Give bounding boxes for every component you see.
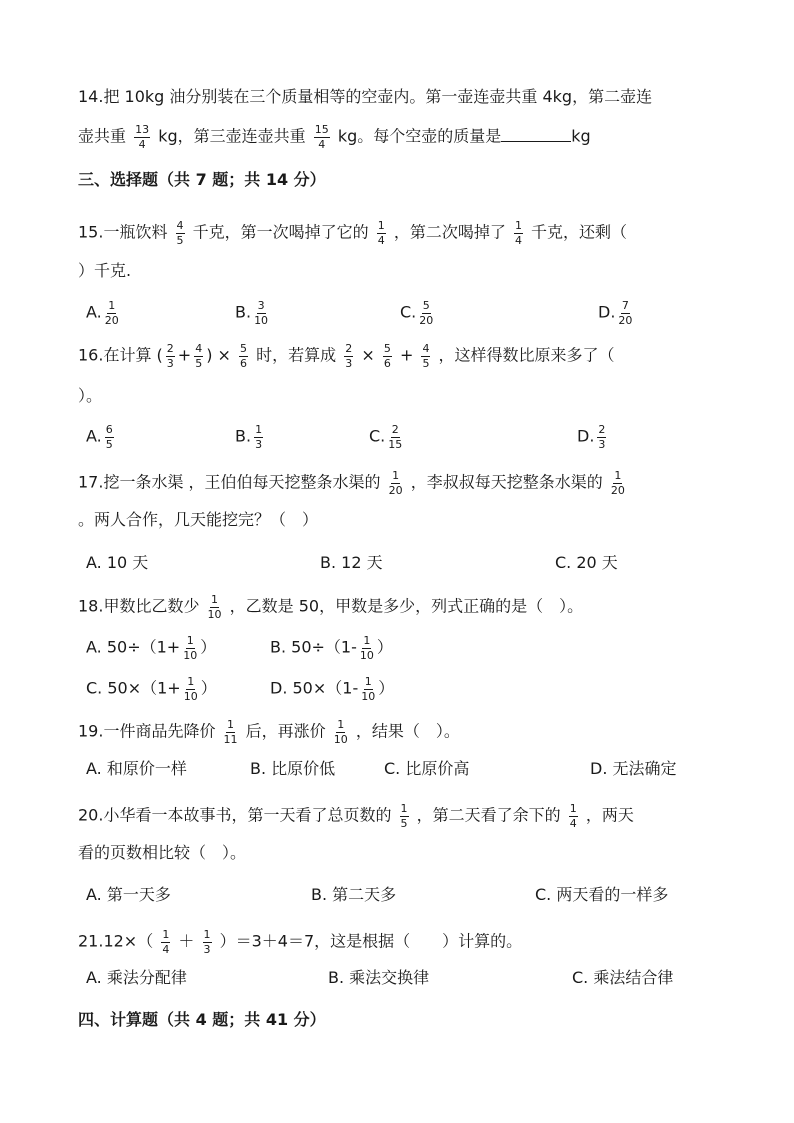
- q16-option-b[interactable]: B. $\frac{1}{3}$: [235, 423, 263, 451]
- q14-line2: [78, 124, 591, 150]
- fraction: $\frac{1}{11}$: [223, 718, 238, 746]
- q15-text-c: ，第二次喝掉了: [393, 222, 506, 242]
- fraction: $\frac{2}{3}$: [345, 342, 353, 370]
- fraction: $\frac{1}{3}$: [255, 423, 263, 451]
- q16-option-a[interactable]: A. $\frac{6}{5}$: [86, 423, 113, 451]
- fraction: $\frac{15}{4}$: [314, 123, 329, 151]
- q15-text-d: 千克，还剩（: [531, 222, 628, 242]
- q19-option-c[interactable]: C. 比原价高: [384, 759, 470, 778]
- q17-option-a[interactable]: A. 10 天: [86, 553, 149, 572]
- q18-option-c[interactable]: C. 50×（1+ $\frac{1}{10}$ ）: [86, 675, 217, 703]
- q14-text-2b: kg，第三壶连壶共重: [158, 126, 306, 146]
- q16-option-d[interactable]: D. $\frac{2}{3}$: [577, 423, 606, 451]
- fraction: $\frac{2}{15}$: [388, 423, 403, 451]
- section-heading-choice: 三、选择题（共 7 题；共 14 分）: [78, 170, 326, 189]
- q19-option-b[interactable]: B. 比原价低: [250, 759, 336, 778]
- q14-text-1: 14.把 10kg 油分别装在三个质量相等的空壶内。第一壶连壶共重 4kg，第二壶连: [78, 87, 653, 106]
- q19-option-a[interactable]: A. 和原价一样: [86, 759, 187, 778]
- q21-text-b: ）＝3＋4＝7，这是根据（ ）计算的。: [219, 931, 523, 951]
- q17-text-b: ，李叔叔每天挖整条水渠的: [410, 472, 603, 492]
- q21-line1: 21.12×（ $\frac{1}{4}$ ＋ $\frac{1}{3}$ ）＝3＋4＝7，这是根据（ ）计算的。: [78, 928, 523, 956]
- q17-option-c[interactable]: C. 20 天: [555, 553, 618, 572]
- q14-text-2c: kg。每个空壶的质量是: [337, 126, 502, 146]
- fraction: $\frac{1}{10}$: [333, 718, 348, 746]
- q16-line2: ）。: [78, 386, 103, 405]
- q19-text-b: 后，再涨价: [245, 721, 326, 741]
- fraction: $\frac{5}{20}$: [419, 299, 434, 327]
- q20-line1: [78, 803, 634, 829]
- q21-text-a: 21.12×（: [78, 931, 154, 951]
- q16-option-c[interactable]: C. $\frac{2}{15}$: [369, 423, 403, 451]
- answer-blank[interactable]: [501, 127, 571, 142]
- fraction: $\frac{5}{6}$: [383, 342, 391, 370]
- q19-text-c: ，结果（ ）。: [355, 721, 460, 741]
- q15-text-b: 千克，第一次喝掉了它的: [192, 222, 369, 242]
- fraction: $\frac{1}{10}$: [359, 634, 374, 662]
- q16-text-a: 16.在计算: [78, 345, 152, 365]
- q15-option-c[interactable]: C. $\frac{5}{20}$: [400, 299, 434, 327]
- q16-text-b: 时，若算成: [256, 345, 337, 365]
- q15-option-b[interactable]: B. $\frac{3}{10}$: [235, 299, 269, 327]
- q18-text-b: ，乙数是 50，甲数是多少，列式正确的是（ ）。: [229, 596, 584, 616]
- fraction: $\frac{1}{10}$: [361, 675, 376, 703]
- fraction: $\frac{1}{20}$: [610, 469, 625, 497]
- q15-text-a: 15.一瓶饮料: [78, 222, 168, 242]
- fraction: $\frac{13}{4}$: [135, 123, 150, 151]
- fraction: $\frac{2}{3}$: [598, 423, 606, 451]
- fraction: $\frac{4}{5}$: [422, 342, 430, 370]
- fraction: $\frac{1}{4}$: [514, 219, 522, 247]
- q16-text-c: ，这样得数比原来多了（: [438, 345, 615, 365]
- q20-line2: 看的页数相比较（ ）。: [78, 843, 247, 862]
- q18-option-d[interactable]: D. 50×（1- $\frac{1}{10}$ ）: [270, 675, 395, 703]
- q17-option-b[interactable]: B. 12 天: [320, 553, 383, 572]
- fraction: $\frac{1}{4}$: [377, 219, 385, 247]
- fraction: $\frac{4}{5}$: [176, 219, 184, 247]
- q18-text-a: 18.甲数比乙数少: [78, 596, 200, 616]
- section-heading-calculation: 四、计算题（共 4 题；共 41 分）: [78, 1010, 326, 1029]
- fraction: $\frac{2}{3}$: [166, 342, 174, 370]
- fraction: $\frac{3}{10}$: [254, 299, 269, 327]
- q18-option-a[interactable]: A. 50÷（1+ $\frac{1}{10}$ ）: [86, 634, 217, 662]
- fraction: $\frac{1}{20}$: [388, 469, 403, 497]
- fraction: $\frac{1}{4}$: [569, 802, 577, 830]
- q20-text-c: ，两天: [585, 805, 634, 825]
- fraction: $\frac{1}{5}$: [400, 802, 408, 830]
- q21-option-c[interactable]: C. 乘法结合律: [572, 968, 674, 987]
- q14-line1: [78, 89, 652, 105]
- q15-option-d[interactable]: D. $\frac{7}{20}$: [598, 299, 633, 327]
- fraction: $\frac{1}{10}$: [183, 634, 198, 662]
- q19-line1: [78, 719, 460, 745]
- fraction: $\frac{4}{5}$: [195, 342, 203, 370]
- q20-option-c[interactable]: C. 两天看的一样多: [535, 885, 669, 904]
- q15-line2: ）千克.: [78, 261, 132, 280]
- q20-text-b: ，第二天看了余下的: [416, 805, 561, 825]
- q18-option-b[interactable]: B. 50÷（1- $\frac{1}{10}$ ）: [270, 634, 393, 662]
- q17-line1: [78, 470, 628, 496]
- q15-option-a[interactable]: A. $\frac{1}{20}$: [86, 299, 119, 327]
- fraction: $\frac{1}{3}$: [203, 928, 211, 956]
- fraction: $\frac{1}{4}$: [162, 928, 170, 956]
- q17-line2: 。两人合作，几天能挖完？（ ）: [78, 510, 319, 529]
- q16-line1: 16.在计算 ( $\frac{2}{3}$ + $\frac{4}{5}$ ) × $\frac{5}{6}$ 时，若算成 $\frac{2}{3}$ × $\frac{5}{6}$ + $\frac{4}{5}$ ，这样得数比原来多了（: [78, 342, 615, 370]
- q14-text-2d: kg: [571, 126, 591, 146]
- fraction: $\frac{6}{5}$: [105, 423, 113, 451]
- q19-text-a: 19.一件商品先降价: [78, 721, 216, 741]
- fraction: $\frac{1}{10}$: [183, 675, 198, 703]
- q21-option-b[interactable]: B. 乘法交换律: [328, 968, 430, 987]
- q18-line1: [78, 594, 583, 620]
- q14-text-2a: 壶共重: [78, 126, 127, 146]
- fraction: $\frac{1}{20}$: [104, 299, 119, 327]
- q20-option-b[interactable]: B. 第二天多: [311, 885, 397, 904]
- q20-text-a: 20.小华看一本故事书，第一天看了总页数的: [78, 805, 392, 825]
- fraction: $\frac{7}{20}$: [618, 299, 633, 327]
- q17-text-a: 17.挖一条水渠 ，王伯伯每天挖整条水渠的: [78, 472, 381, 492]
- fraction: $\frac{1}{10}$: [207, 593, 222, 621]
- fraction: $\frac{5}{6}$: [240, 342, 248, 370]
- q21-option-a[interactable]: A. 乘法分配律: [86, 968, 187, 987]
- q15-line1: [78, 220, 627, 246]
- q19-option-d[interactable]: D. 无法确定: [590, 759, 677, 778]
- q20-option-a[interactable]: A. 第一天多: [86, 885, 171, 904]
